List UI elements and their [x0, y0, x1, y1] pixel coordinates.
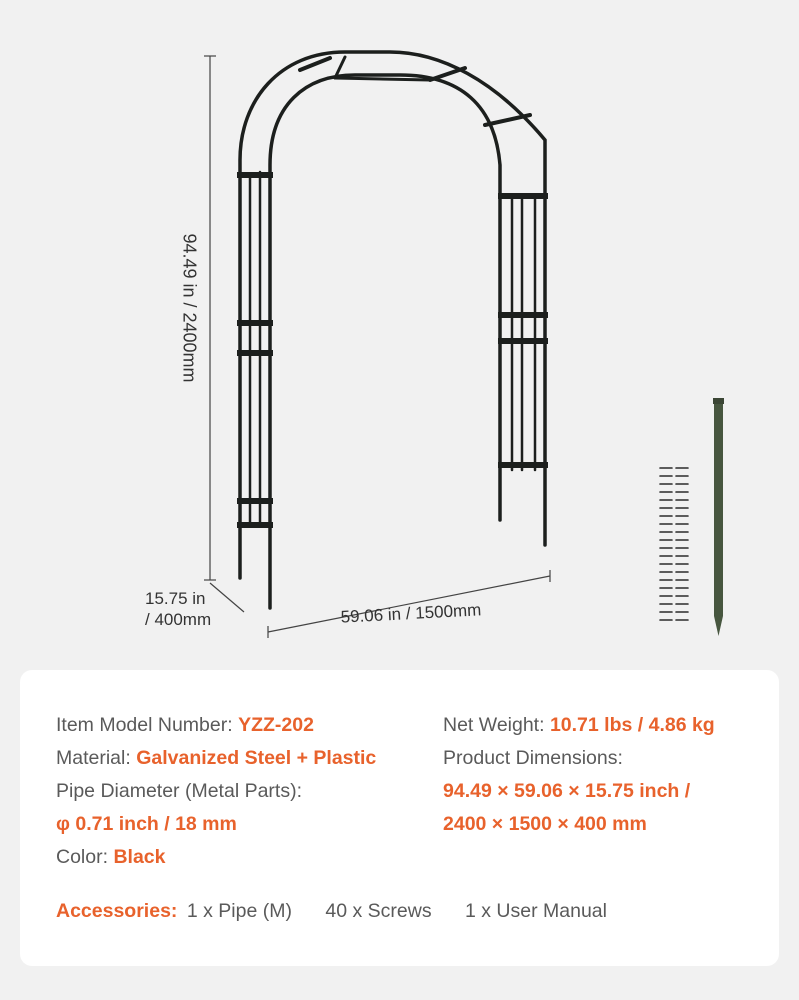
accessory-item: 40 x Screws [325, 900, 432, 922]
depth-dimension-label [145, 588, 211, 630]
material-row [56, 746, 376, 770]
depth-dimension-inch: 15.75 in [145, 589, 206, 608]
depth-dimension-line [210, 583, 244, 612]
product-dimensions-label: Product Dimensions: [443, 747, 623, 769]
net-weight-label: Net Weight: [443, 714, 545, 736]
garden-arch [237, 52, 548, 608]
color-value: Black [113, 846, 166, 868]
screws-accessory [660, 468, 688, 620]
net-weight-row [443, 713, 715, 737]
depth-dimension-mm: / 400mm [145, 610, 212, 629]
accessory-item: 1 x User Manual [465, 900, 607, 922]
ground-pipe-accessory [713, 398, 724, 636]
pipe-diameter-label: Pipe Diameter (Metal Parts): [56, 780, 302, 802]
model-number-row [56, 713, 314, 737]
height-dimension-label: 94.49 in / 2400mm [179, 233, 200, 383]
width-dimension-label: 59.06 in / 1500mm [340, 600, 482, 627]
model-number-label: Item Model Number: [56, 714, 233, 736]
model-number-value: YZZ-202 [238, 714, 314, 736]
product-dimensions-value-mm: 2400 × 1500 × 400 mm [443, 813, 647, 835]
color-label: Color: [56, 846, 109, 868]
accessory-item: 1 x Pipe (M) [186, 900, 292, 922]
accessories-row [56, 899, 607, 923]
pipe-diameter-value: φ 0.71 inch / 18 mm [56, 813, 237, 835]
product-dimensions-value-inch: 94.49 × 59.06 × 15.75 inch / [443, 780, 691, 802]
material-value: Galvanized Steel + Plastic [136, 747, 377, 769]
color-row [56, 845, 166, 869]
net-weight-value: 10.71 lbs / 4.86 kg [549, 714, 715, 736]
accessories-label: Accessories: [56, 900, 178, 922]
specifications-card [20, 670, 779, 966]
material-label: Material: [56, 747, 131, 769]
